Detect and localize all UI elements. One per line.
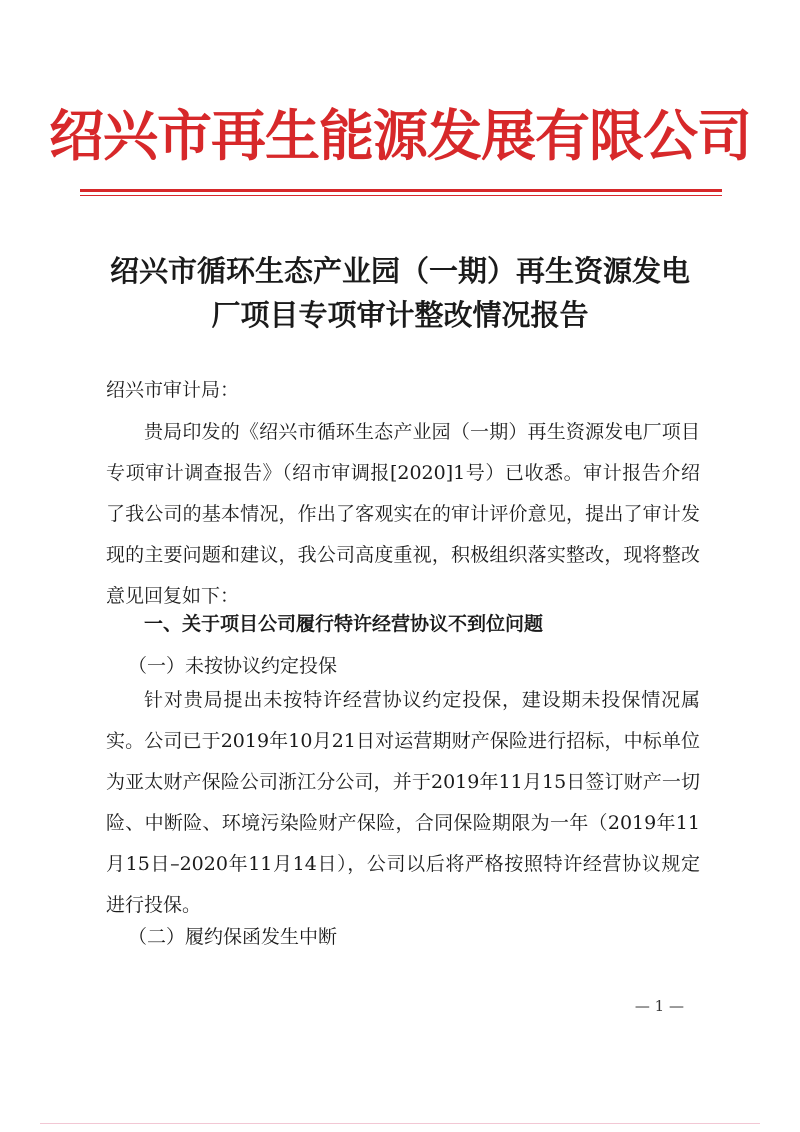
document-title-line-2: 厂项目专项审计整改情况报告 xyxy=(211,298,589,332)
letterhead-rule-thick xyxy=(80,189,722,192)
intro-text-block xyxy=(106,412,700,617)
page-number: — 1 — xyxy=(634,997,684,1015)
section-1-sub-1-paragraph: 针对贵局提出未按特许经营协议约定投保，建设期未投保情况属实。公司已于2019年10月21日对运营期财产保险进行招标，中标单位为亚太财产保险公司浙江分公司，并于2019年11月15日签订财产一切险、中断险、环境污染险财产保险，合同保险期限为一年（2019年11月15日–2020年11月14日），公司以后将严格按照特许经营协议规定进行投保。 xyxy=(106,689,700,916)
section-1-sub-1-text-block xyxy=(106,680,700,926)
letterhead-company-name: 绍兴市再生能源发展有限公司 xyxy=(48,103,751,168)
section-1-sub-1-heading: （一）未按协议约定投保 xyxy=(128,655,338,677)
salutation: 绍兴市审计局： xyxy=(106,379,240,401)
section-1-heading: 一、关于项目公司履行特许经营协议不到位问题 xyxy=(144,613,544,635)
page-bottom-rule xyxy=(40,1123,760,1124)
intro-paragraph: 贵局印发的《绍兴市循环生态产业园（一期）再生资源发电厂项目专项审计调查报告》（绍市审调报[2020]1号）已收悉。审计报告介绍了我公司的基本情况，作出了客观实在的审计评价意见，提出了审计发现的主要问题和建议，我公司高度重视，积极组织落实整改，现将整改意见回复如下： xyxy=(106,421,700,607)
document-title xyxy=(60,249,740,337)
letterhead-rule-thin xyxy=(80,195,722,196)
section-1-sub-2-heading: （二）履约保函发生中断 xyxy=(128,926,338,948)
document-title-line-1: 绍兴市循环生态产业园（一期）再生资源发电 xyxy=(109,254,690,288)
